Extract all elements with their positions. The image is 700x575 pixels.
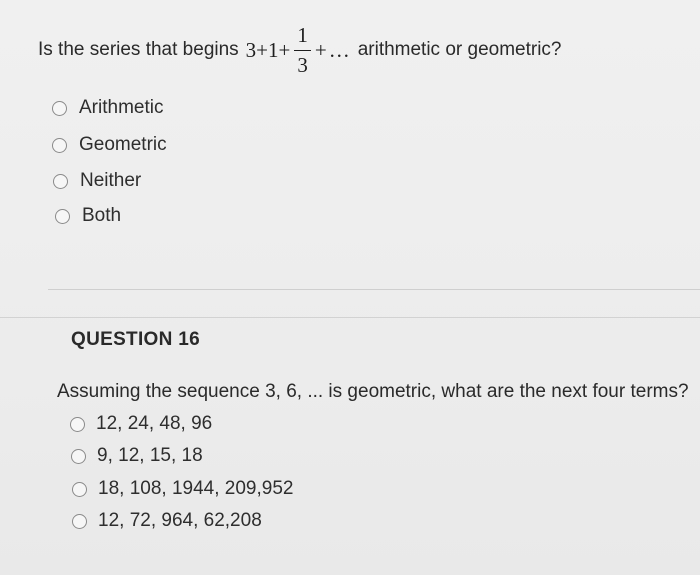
radio-button-icon[interactable]: [53, 174, 68, 189]
option-label: 18, 108, 1944, 209,952: [98, 478, 294, 499]
option-label: 9, 12, 15, 18: [97, 445, 203, 466]
option-label: Geometric: [79, 134, 167, 155]
answer-option-neither[interactable]: [53, 170, 141, 192]
question-2-prompt: Assuming the sequence 3, 6, ... is geometric, what are the next four terms?: [57, 381, 689, 402]
question-1-prompt-start: Is the series that begins: [38, 39, 239, 60]
series-expression: [245, 22, 350, 77]
section-divider: [0, 317, 700, 318]
answer-option-3[interactable]: [72, 478, 293, 500]
question-1-prompt: [38, 14, 562, 86]
answer-option-2[interactable]: [71, 445, 203, 467]
radio-button-icon[interactable]: [70, 417, 85, 432]
option-label: Both: [82, 205, 122, 226]
question-1-prompt-end: arithmetic or geometric?: [357, 39, 562, 60]
series-term-2: 1: [268, 37, 279, 62]
radio-button-icon[interactable]: [72, 514, 87, 529]
plus-sign: +: [256, 37, 269, 62]
answer-option-geometric[interactable]: [52, 134, 167, 156]
radio-button-icon[interactable]: [52, 101, 67, 116]
plus-sign: +: [314, 37, 327, 62]
radio-button-icon[interactable]: [71, 449, 86, 464]
answer-option-both[interactable]: [55, 205, 121, 227]
option-label: Arithmetic: [79, 97, 164, 118]
fraction-denominator: 3: [297, 52, 308, 77]
fraction-numerator: 1: [294, 25, 311, 51]
question-divider: [48, 289, 700, 290]
radio-button-icon[interactable]: [72, 482, 87, 497]
option-label: 12, 24, 48, 96: [96, 413, 213, 434]
question-heading: QUESTION 16: [71, 329, 200, 350]
answer-option-1[interactable]: [70, 413, 212, 435]
ellipsis: …: [328, 37, 350, 62]
radio-button-icon[interactable]: [52, 138, 67, 153]
series-term-1: 3: [245, 37, 257, 62]
plus-sign: +: [278, 37, 291, 62]
option-label: 12, 72, 964, 62,208: [98, 510, 262, 531]
radio-button-icon[interactable]: [55, 209, 70, 224]
series-fraction-term: [294, 22, 311, 77]
option-label: Neither: [80, 170, 142, 191]
answer-option-arithmetic[interactable]: [52, 97, 163, 119]
answer-option-4[interactable]: [72, 510, 262, 532]
